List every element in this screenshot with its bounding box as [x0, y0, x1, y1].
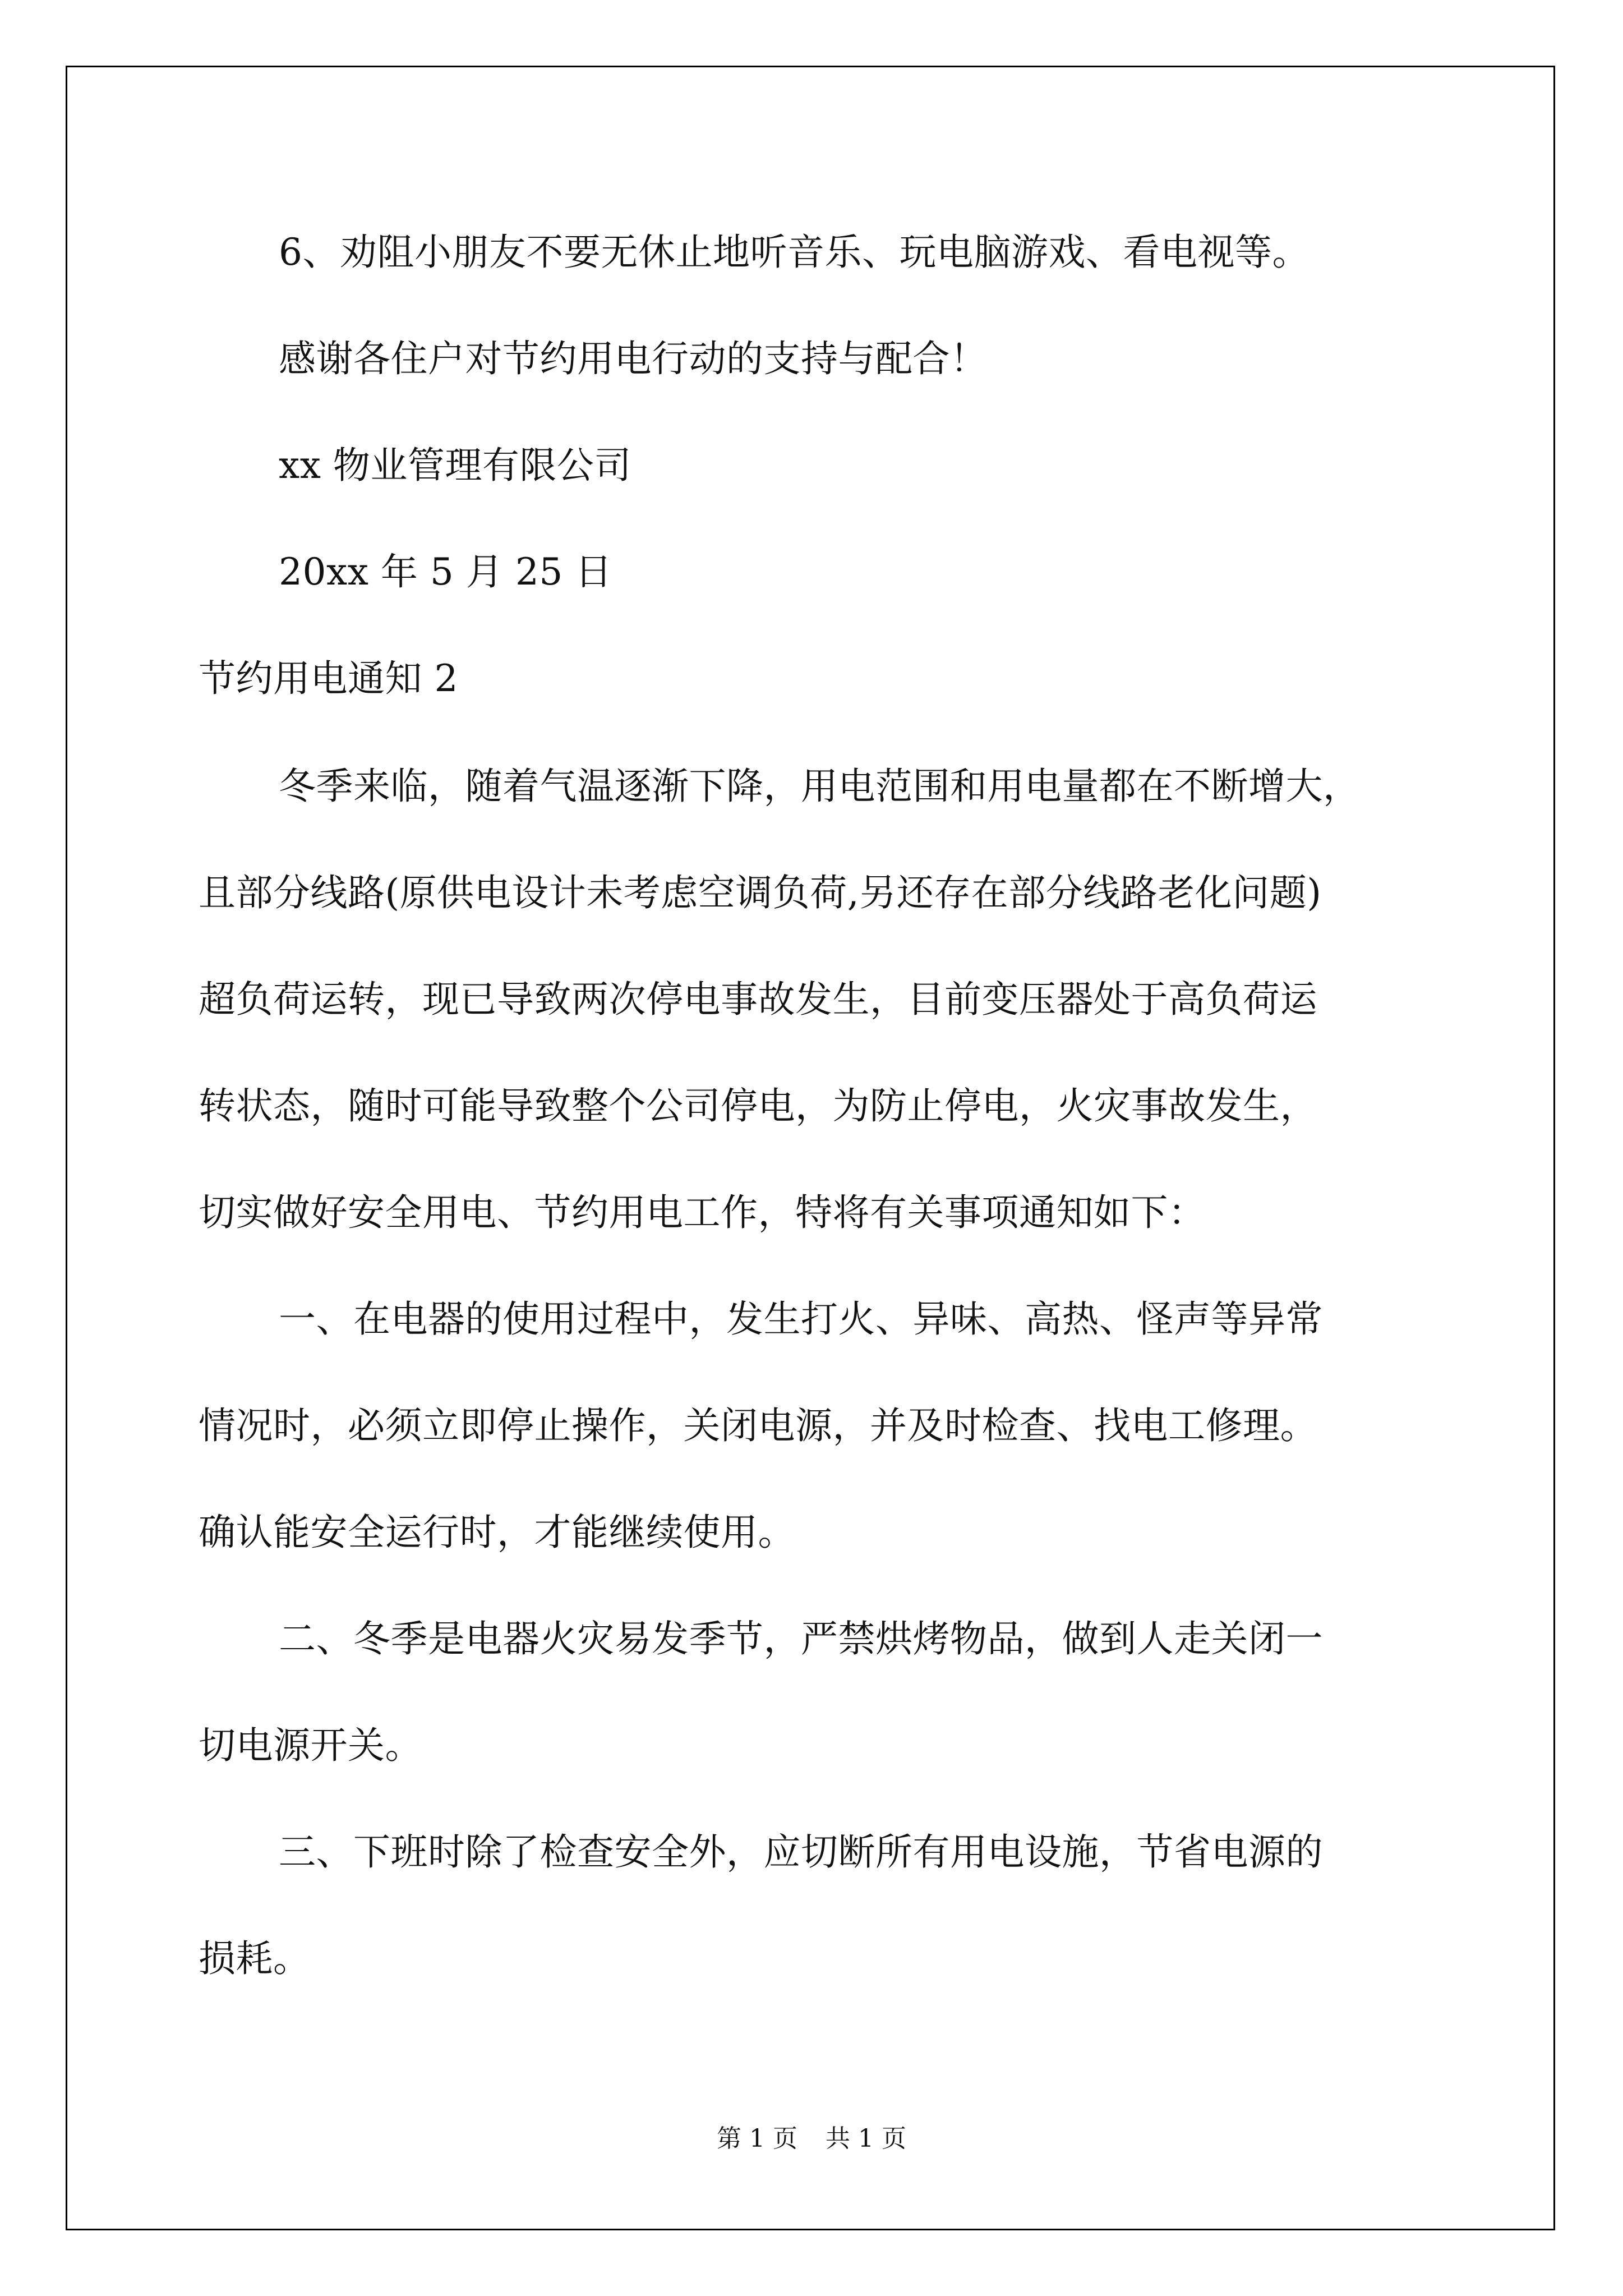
paragraph-line: 且部分线路(原供电设计未考虑空调负荷,另还存在部分线路老化问题) [199, 871, 1322, 914]
signature-date: 20xx 年 5 月 25 日 [279, 550, 612, 593]
paragraph-line: 二、冬季是电器火灾易发季节，严禁烘烤物品，做到人走关闭一 [279, 1617, 1323, 1660]
section-title: 节约用电通知 2 [199, 657, 458, 700]
total-pages: 共 1 页 [826, 2124, 906, 2153]
company-signature: xx 物业管理有限公司 [279, 444, 631, 487]
paragraph-line: 感谢各住户对节约用电行动的支持与配合！ [279, 337, 988, 380]
paragraph-line: 一、在电器的使用过程中，发生打火、异味、高热、怪声等异常 [279, 1297, 1323, 1341]
paragraph-line: 切电源开关。 [199, 1724, 422, 1767]
paragraph-line: 转状态，随时可能导致整个公司停电，为防止停电，火灾事故发生， [199, 1084, 1317, 1128]
paragraph-line: 确认能安全运行时，才能继续使用。 [199, 1511, 795, 1554]
paragraph-line: 损耗。 [199, 1937, 311, 1980]
paragraph-line: 切实做好安全用电、节约用电工作，特将有关事项通知如下： [199, 1191, 1206, 1234]
paragraph-line: 超负荷运转，现已导致两次停电事故发生，目前变压器处于高负荷运 [199, 978, 1317, 1021]
paragraph-line: 冬季来临，随着气温逐渐下降，用电范围和用电量都在不断增大， [279, 765, 1361, 808]
paragraph-line: 情况时，必须立即停止操作，关闭电源，并及时检查、找电工修理。 [199, 1404, 1317, 1447]
page-footer [0, 2123, 1623, 2155]
page-border [66, 66, 1555, 2230]
page-number: 第 1 页 [717, 2124, 797, 2153]
paragraph-line: 三、下班时除了检查安全外，应切断所有用电设施，节省电源的 [279, 1830, 1323, 1874]
paragraph-line: 6、劝阻小朋友不要无休止地听音乐、玩电脑游戏、看电视等。 [279, 231, 1310, 274]
